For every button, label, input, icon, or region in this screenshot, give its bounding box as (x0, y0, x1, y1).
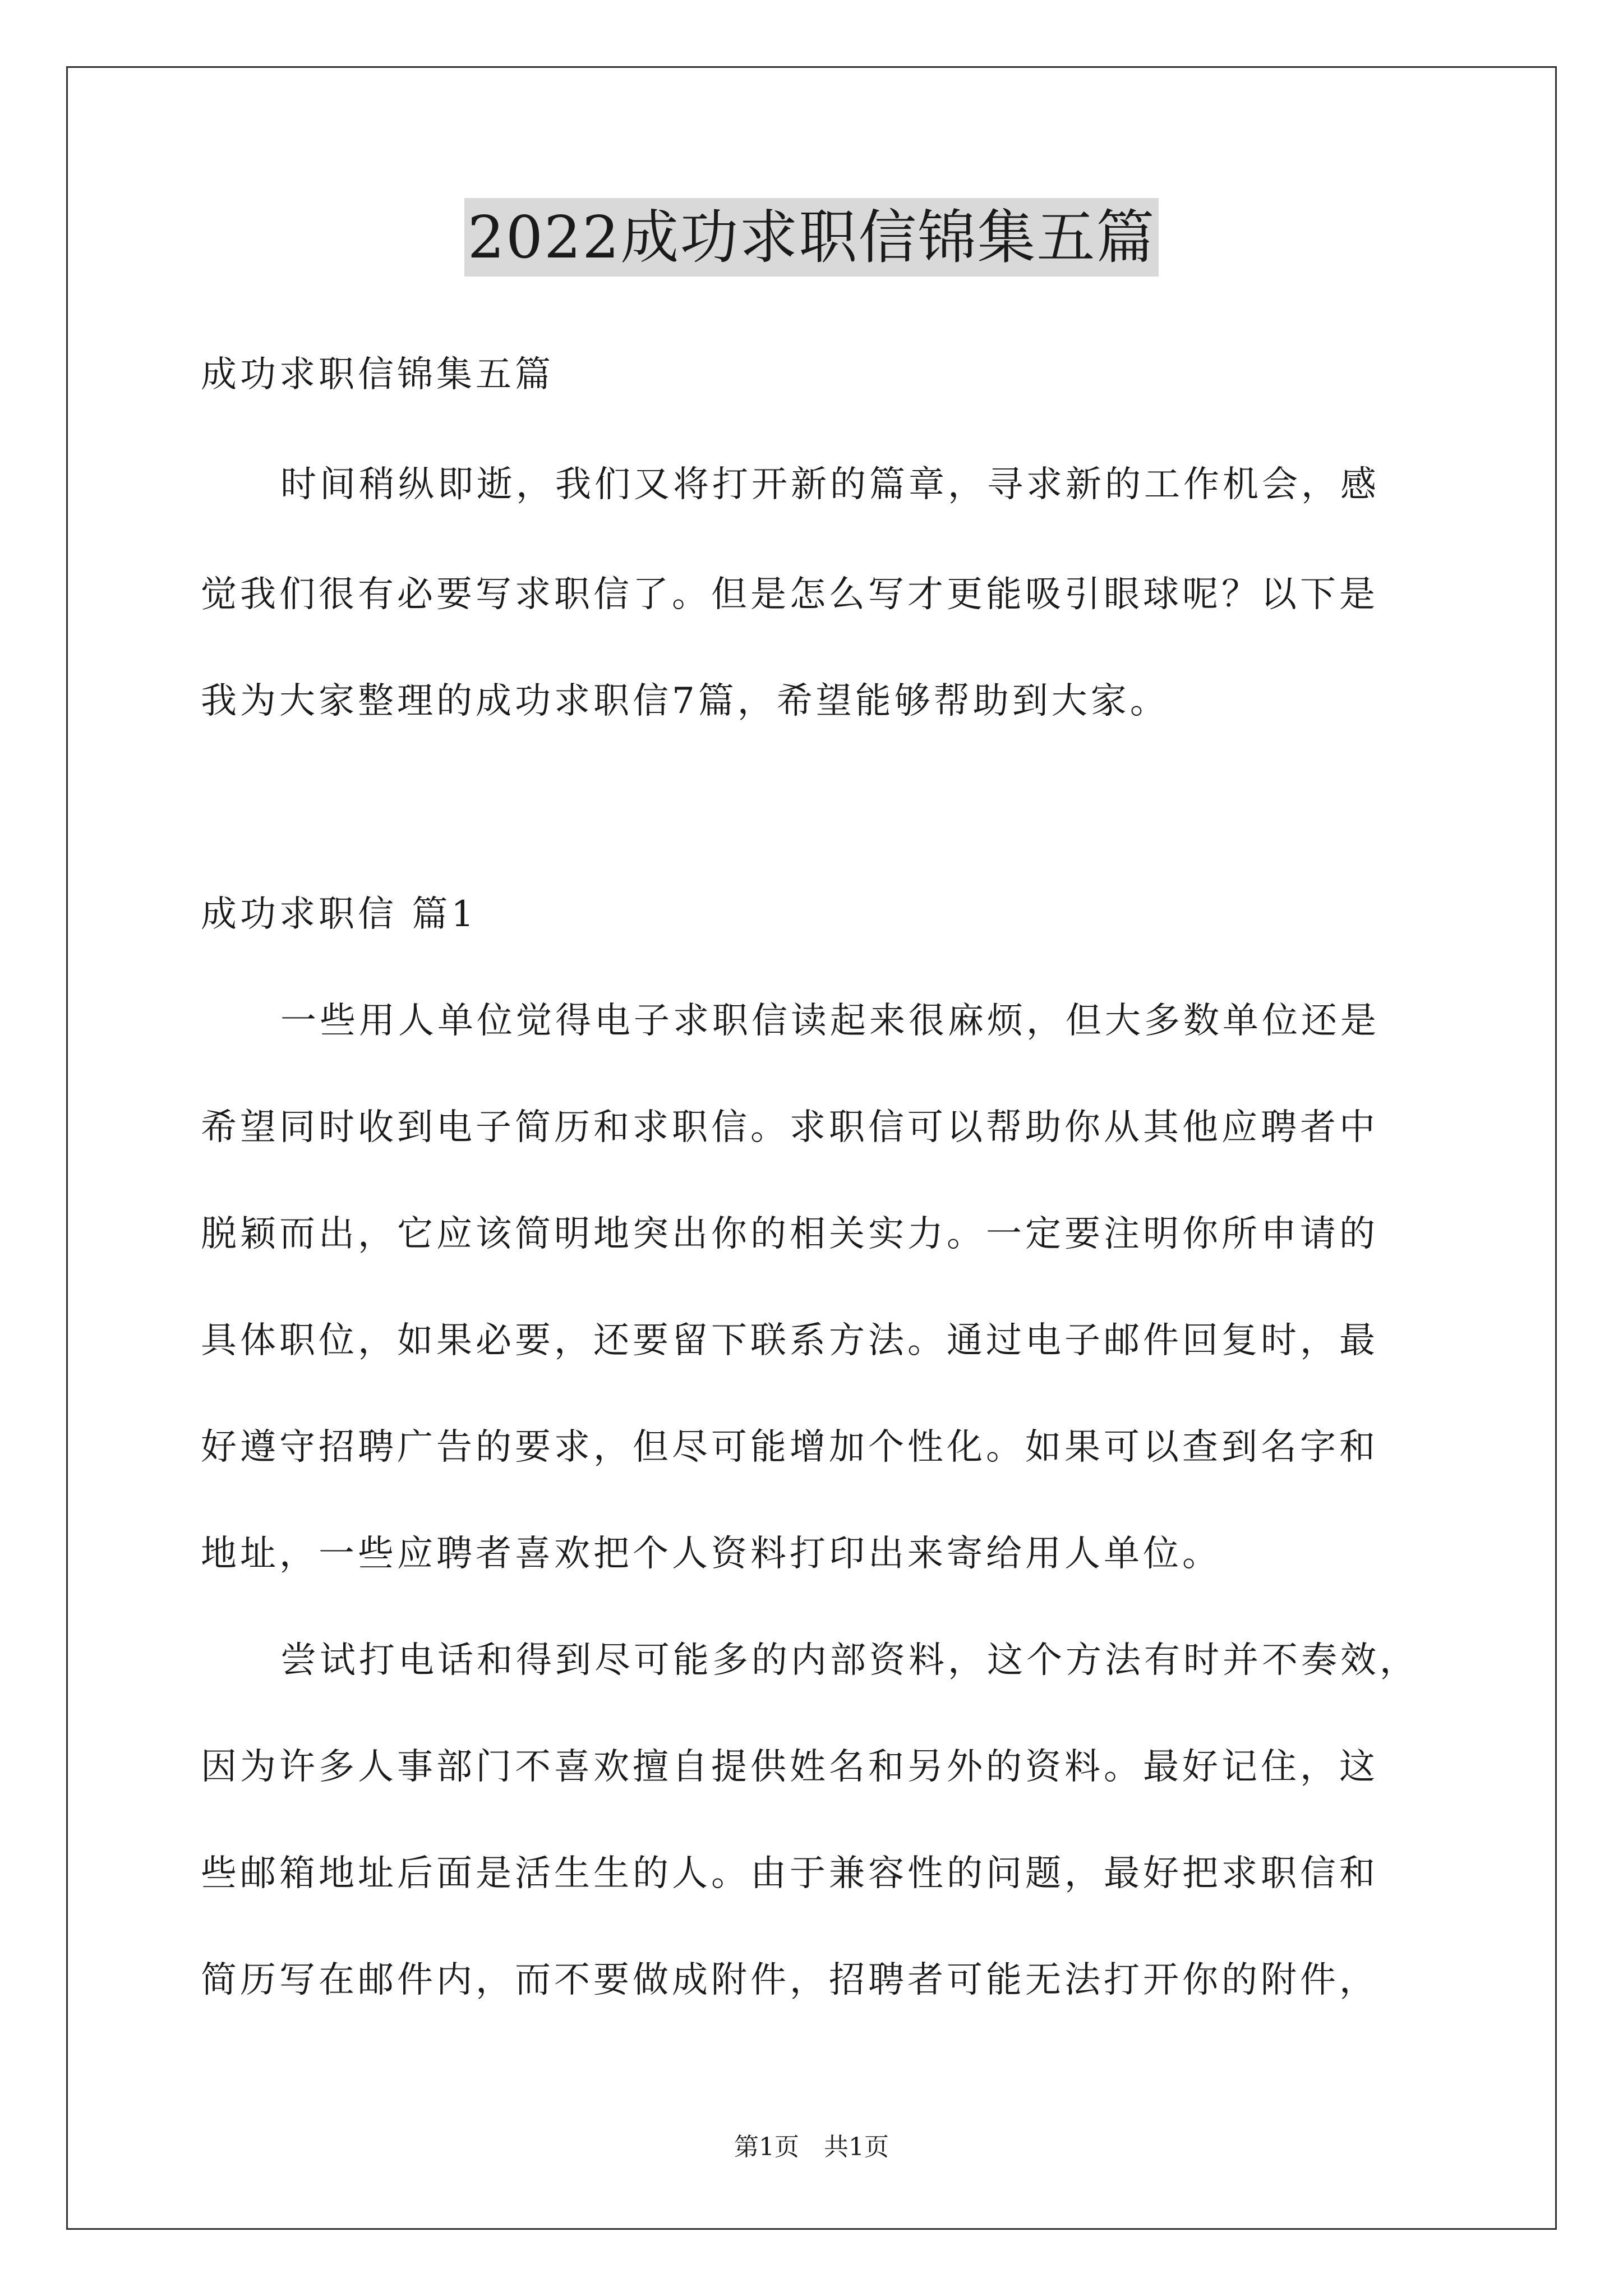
document-subtitle: 成功求职信锦集五篇 (201, 354, 554, 395)
section-heading: 成功求职信 篇1 (201, 894, 478, 935)
para1-line-1: 一些用人单位觉得电子求职信读起来很麻烦，但大多数单位还是 (280, 1000, 1380, 1042)
intro-line-3: 我为大家整理的成功求职信7篇，希望能够帮助到大家。 (201, 680, 1169, 722)
para2-line-4: 简历写在邮件内，而不要做成附件，招聘者可能无法打开你的附件， (201, 1959, 1378, 2001)
para2-line-1: 尝试打电话和得到尽可能多的内部资料，这个方法有时并不奏效， (280, 1640, 1419, 1681)
para2-line-2: 因为许多人事部门不喜欢擅自提供姓名和另外的资料。最好记住，这 (201, 1746, 1378, 1788)
para1-line-6: 地址，一些应聘者喜欢把个人资料打印出来寄给用人单位。 (201, 1533, 1221, 1575)
intro-line-2: 觉我们很有必要写求职信了。但是怎么写才更能吸引眼球呢？以下是 (201, 574, 1378, 615)
title-container (0, 198, 1623, 277)
para1-line-4: 具体职位，如果必要，还要留下联系方法。通过电子邮件回复时，最 (201, 1320, 1378, 1361)
para1-line-2: 希望同时收到电子简历和求职信。求职信可以帮助你从其他应聘者中 (201, 1107, 1378, 1148)
para1-line-3: 脱颖而出，它应该简明地突出你的相关实力。一定要注明你所申请的 (201, 1213, 1378, 1255)
para2-line-3: 些邮箱地址后面是活生生的人。由于兼容性的问题，最好把求职信和 (201, 1853, 1378, 1894)
intro-line-1: 时间稍纵即逝，我们又将打开新的篇章，寻求新的工作机会，感 (280, 464, 1380, 505)
document-title: 2022成功求职信锦集五篇 (464, 198, 1159, 277)
page-number-footer: 第1页 共1页 (734, 2133, 889, 2161)
para1-line-5: 好遵守招聘广告的要求，但尽可能增加个性化。如果可以查到名字和 (201, 1427, 1378, 1468)
